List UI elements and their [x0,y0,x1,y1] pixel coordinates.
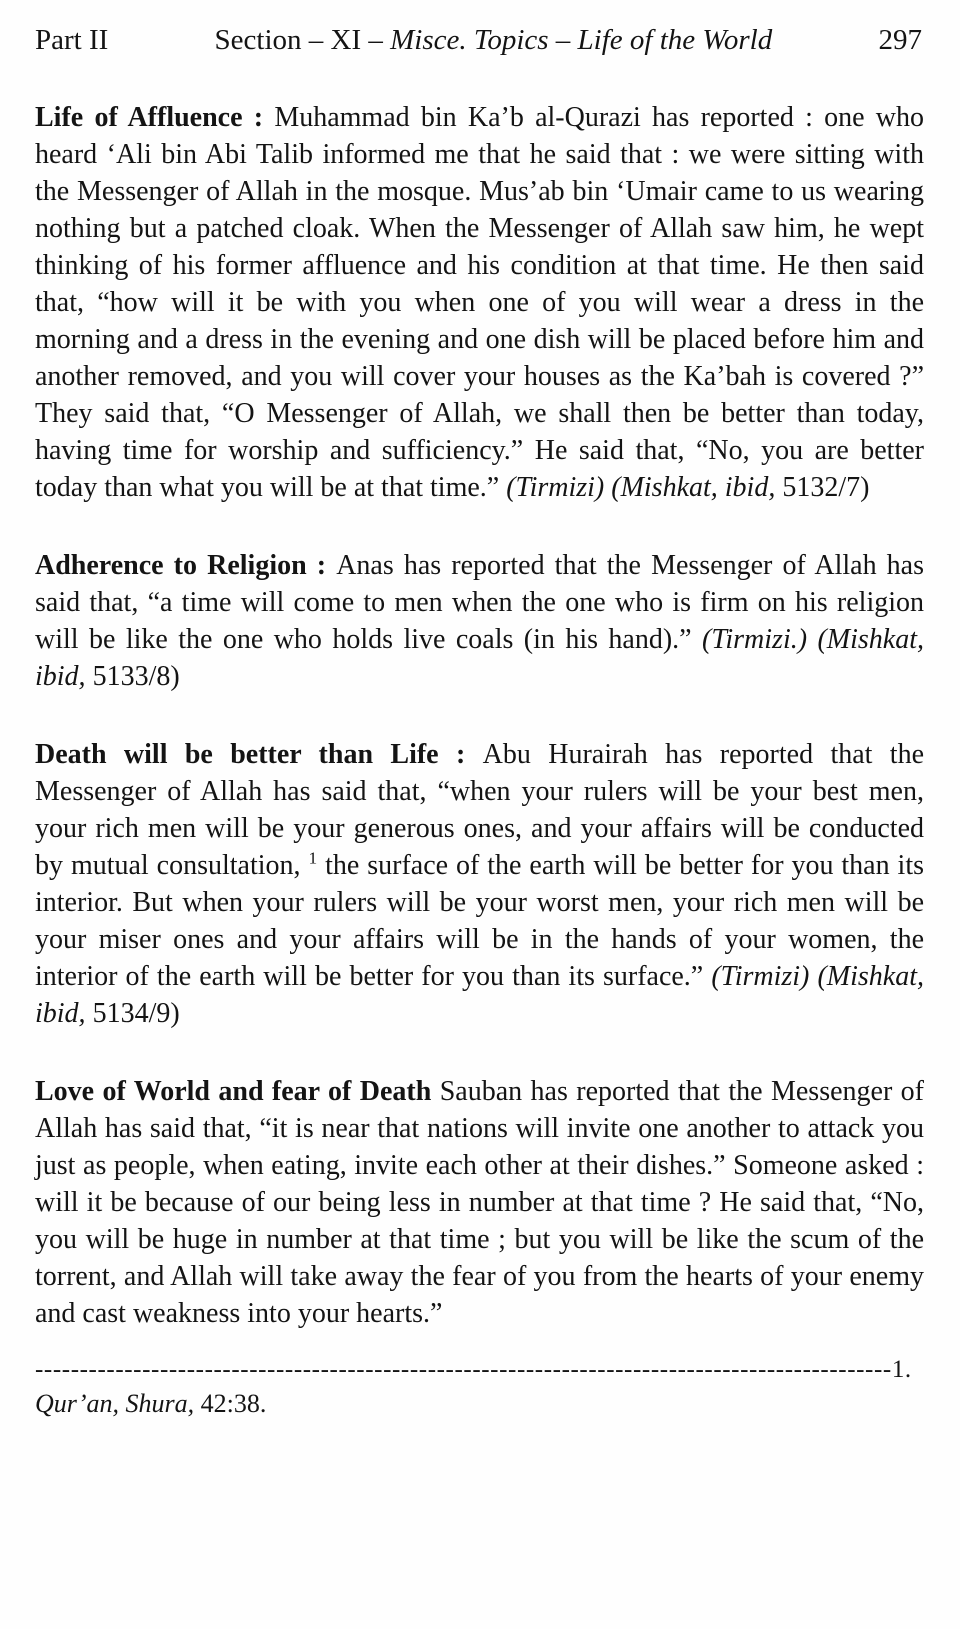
section-title: Misce. Topics – Life of the World [390,24,773,56]
part-label: Part II [35,24,109,56]
page-number: 297 [878,24,922,56]
footnote-separator: ------------------------------------------------------------------------------------------------1. [35,1356,912,1383]
text-run: 5133/8) [92,661,180,692]
text-run: Muhammad bin Ka’b al-Qurazi has reported : one who heard ‘Ali bin Abi Talib informed me that he said that : we were sitting with the Messenger of Allah in the mosque. Mus’ab bin ‘Umair came to us wearing nothing but a patched cloak. When the Messenger of Allah saw him, he wept thinking of his former affluence and his condition at that time. He then said that, “how will it be with you when one of you will wear a dress in the morning and a dress in the evening and one dish will be placed before him and another removed, and you will cover your houses as the Ka’bah is covered ?” They said that, “O Messenger of Allah, we shall then be better than today, having time for worship and sufficiency.” He said that, “No, you are better today than what you will be at that time.” [35,102,925,503]
text-run: the surface of the earth will be better for you than its interior. But when your rulers will be your worst men, your rich men will be your miser ones and your affairs will be in the hands of your women, the interior of the earth will be better for you than its surface.” [35,850,925,992]
text-run: 1 [308,848,318,868]
text-run: Anas has reported that the Messenger of Allah has said that, “a time will come to men when the one who is firm on his religion will be like the one who holds live coals (in his hand).” [35,550,924,655]
paragraph [35,99,924,506]
text-run: Sauban has reported that the Messenger of Allah has said that, “it is near that nations will invite one another to attack you just as people, when eating, invite each other at their dishes.” Someone asked : will it be because of our being less in number at that time ? He said that, “No, you will be huge in number at that time ; but you will be like the scum of the torrent, and Allah will take away the fear of you from the hearts of your enemy and cast weakness into your hearts.” [35,1076,924,1329]
text-run: Qur’an, Shura, [35,1389,201,1418]
text-run: (Tirmizi.) (Mishkat, ibid, [35,624,924,692]
paragraph [35,736,924,1032]
text-run: 5132/7) [782,472,870,503]
text-run: (Tirmizi) (Mishkat, ibid, [506,472,783,503]
text-run: Life of Affluence : [35,102,275,133]
page-body [35,99,924,1332]
section-heading [215,22,773,58]
footnote [35,1356,924,1421]
text-run: 5134/9) [92,998,180,1029]
section-prefix: Section – XI – [214,24,391,56]
paragraph [35,1073,924,1332]
text-run: 42:38. [200,1389,267,1418]
page-header [35,22,924,58]
text-run: Adherence to Religion : [35,550,337,581]
text-run: Death will be better than Life : [35,739,483,770]
text-run: (Tirmizi) (Mishkat, ibid, [35,961,924,1029]
text-run: Love of World and fear of Death [35,1076,440,1107]
footnote-text [35,1387,924,1421]
paragraph [35,547,924,695]
text-run: Abu Hurairah has reported that the Messenger of Allah has said that, “when your rulers will be your best men, your rich men will be your generous ones, and your affairs will be conducted by mutual consultation, [35,739,924,881]
